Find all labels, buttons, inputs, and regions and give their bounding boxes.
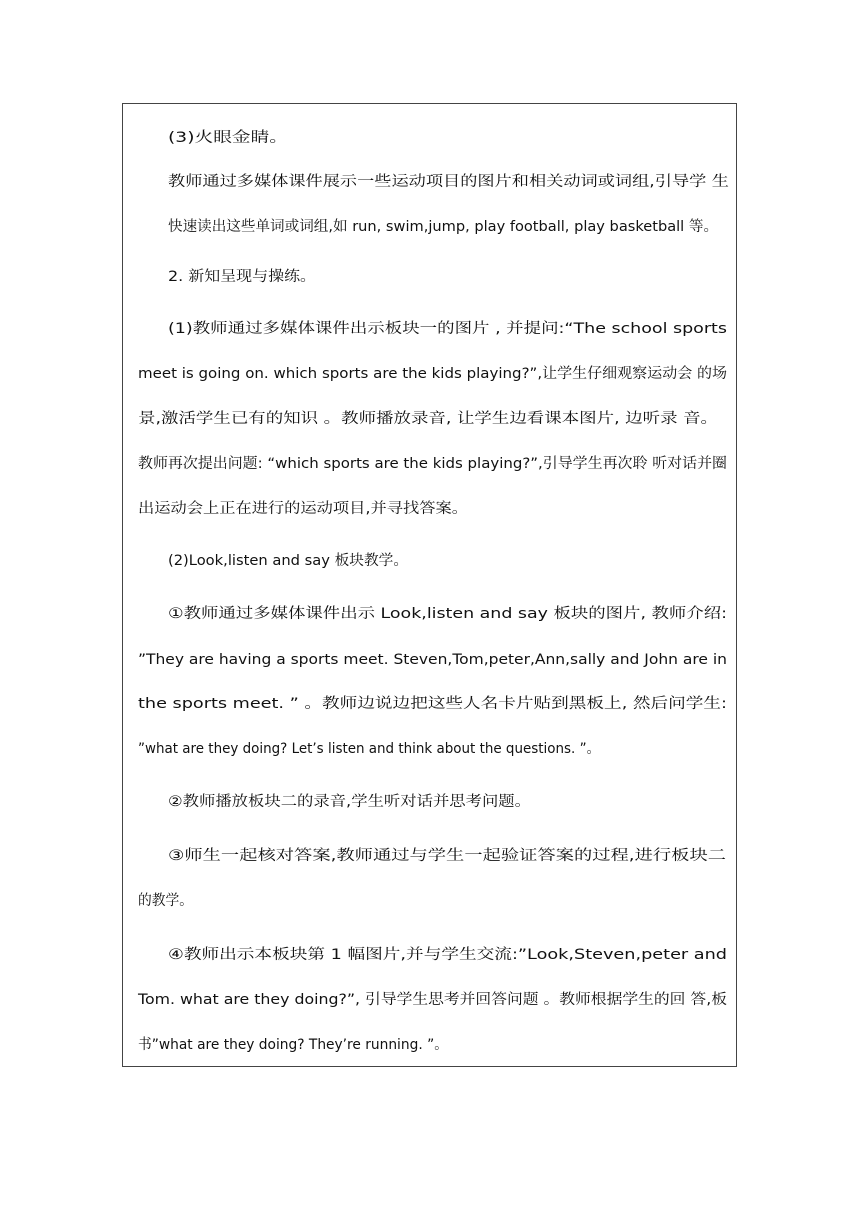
doc-line: ②教师播放板块二的录音,学生听对话并思考问题。: [168, 794, 531, 810]
doc-line: ①教师通过多媒体课件出示 Look,listen and say 板块的图片, 教师介绍:: [168, 606, 727, 622]
doc-line: 快速读出这些单词或词组,如 run, swim,jump, play football, play basketball 等。: [168, 219, 719, 235]
doc-line: 2. 新知呈现与操练。: [168, 269, 317, 285]
doc-line: ”what are they doing? Let’s listen and think about the questions. ”。: [138, 741, 601, 757]
doc-line: the sports meet. ” 。教师边说边把这些人名卡片贴到黑板上, 然后问学生:: [138, 696, 727, 712]
doc-line: 教师通过多媒体课件展示一些运动项目的图片和相关动词或词组,引导学 生: [168, 174, 730, 190]
doc-line: 的教学。: [138, 893, 194, 909]
doc-line: (3)火眼金睛。: [168, 130, 289, 146]
doc-line: ”They are having a sports meet. Steven,Tom,peter,Ann,sally and John are in: [138, 652, 727, 668]
content-frame: [122, 103, 737, 1067]
doc-line: 出运动会上正在进行的运动项目,并寻找答案。: [138, 501, 468, 517]
doc-line: (2)Look,listen and say 板块教学。: [168, 553, 409, 569]
doc-line: ④教师出示本板块第 1 幅图片,并与学生交流:”Look,Steven,peter and: [168, 947, 728, 963]
doc-line: (1)教师通过多媒体课件出示板块一的图片 , 并提问:“The school sports: [168, 321, 727, 337]
doc-line: ③师生一起核对答案,教师通过与学生一起验证答案的过程,进行板块二: [168, 848, 727, 864]
doc-line: 景,激活学生已有的知识 。教师播放录音, 让学生边看课本图片, 边听录 音。: [138, 411, 718, 427]
doc-line: meet is going on. which sports are the kids playing?”,让学生仔细观察运动会 的场: [138, 366, 728, 382]
doc-line: 教师再次提出问题: “which sports are the kids playing?”,引导学生再次聆 听对话并圈: [138, 456, 727, 472]
doc-line: Tom. what are they doing?”, 引导学生思考并回答问题 。教师根据学生的回 答,板: [138, 992, 727, 1008]
doc-line: 书”what are they doing? They’re running. ”。: [138, 1037, 448, 1053]
